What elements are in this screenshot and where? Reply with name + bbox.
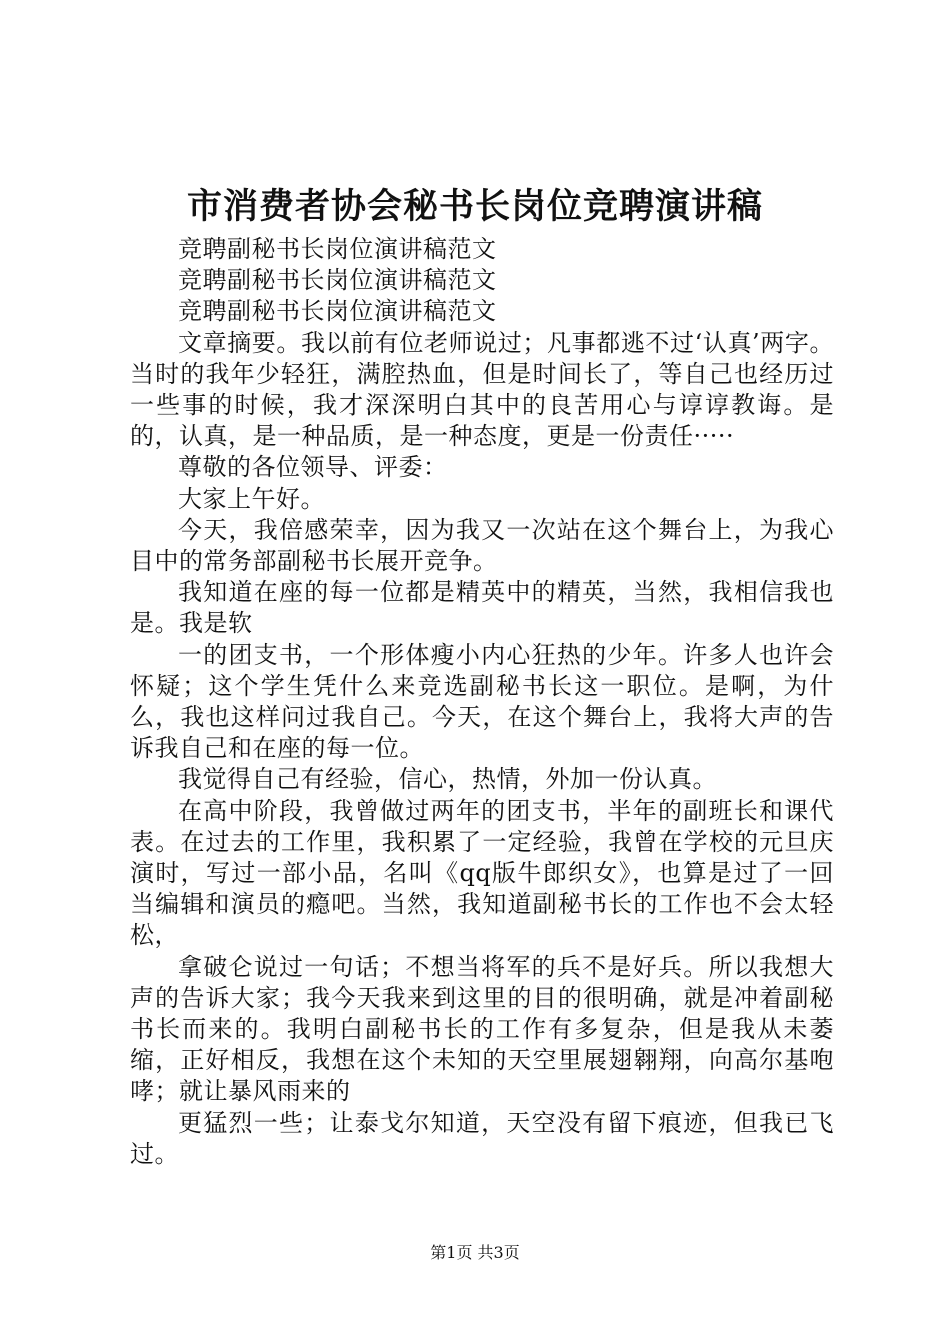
paragraph: 尊敬的各位领导、评委： [178, 453, 448, 482]
paragraph: 我觉得自己有经验，信心，热情，外加一份认真。 [178, 765, 717, 794]
paragraph: 文章摘要。我以前有位老师说过；凡事都逃不过‘认真’两字。当时的我年少轻狂，满腔热血，但是时间长了，等自己也经历过一些事的时候，我才深深明白其中的良苦用心与谆谆教诲。是的，认真，是一种品质，是一种态度，更是一份责任····· [130, 328, 834, 451]
paragraph: 在高中阶段，我曾做过两年的团支书，半年的副班长和课代表。在过去的工作里，我积累了一定经验，我曾在学校的元旦庆演时，写过一部小品，名叫《qq版牛郎织女》，也算是过了一回当编辑和演员的瘾吧。当然，我知道副秘书长的工作也不会太轻松， [130, 796, 834, 950]
paragraph: 今天，我倍感荣幸，因为我又一次站在这个舞台上，为我心目中的常务部副秘书长展开竞争。 [130, 515, 834, 576]
paragraph: 拿破仑说过一句话；不想当将军的兵不是好兵。所以我想大声的告诉大家；我今天我来到这里的目的很明确，就是冲着副秘书长而来的。我明白副秘书长的工作有多复杂，但是我从未萎缩，正好相反，我想在这个未知的天空里展翅翱翔，向高尔基咆哮；就让暴风雨来的 [130, 952, 834, 1106]
page-number-footer: 第1页 共3页 [430, 1243, 520, 1262]
document-title: 市消费者协会秘书长岗位竞聘演讲稿 [186, 186, 763, 227]
paragraph: 一的团支书，一个形体瘦小内心狂热的少年。许多人也许会怀疑；这个学生凭什么来竞选副秘书长这一职位。是啊，为什么，我也这样问过我自己。今天，在这个舞台上，我将大声的告诉我自己和在座的每一位。 [130, 640, 834, 763]
paragraph: 竞聘副秘书长岗位演讲稿范文 [178, 297, 497, 326]
document-body [130, 234, 834, 1170]
paragraph: 更猛烈一些；让泰戈尔知道，天空没有留下痕迹，但我已飞过。 [130, 1108, 834, 1168]
paragraph: 竞聘副秘书长岗位演讲稿范文 [178, 235, 497, 263]
paragraph: 竞聘副秘书长岗位演讲稿范文 [178, 266, 497, 295]
paragraph: 我知道在座的每一位都是精英中的精英，当然，我相信我也是。我是软 [130, 578, 834, 638]
paragraph: 大家上午好。 [178, 484, 325, 513]
